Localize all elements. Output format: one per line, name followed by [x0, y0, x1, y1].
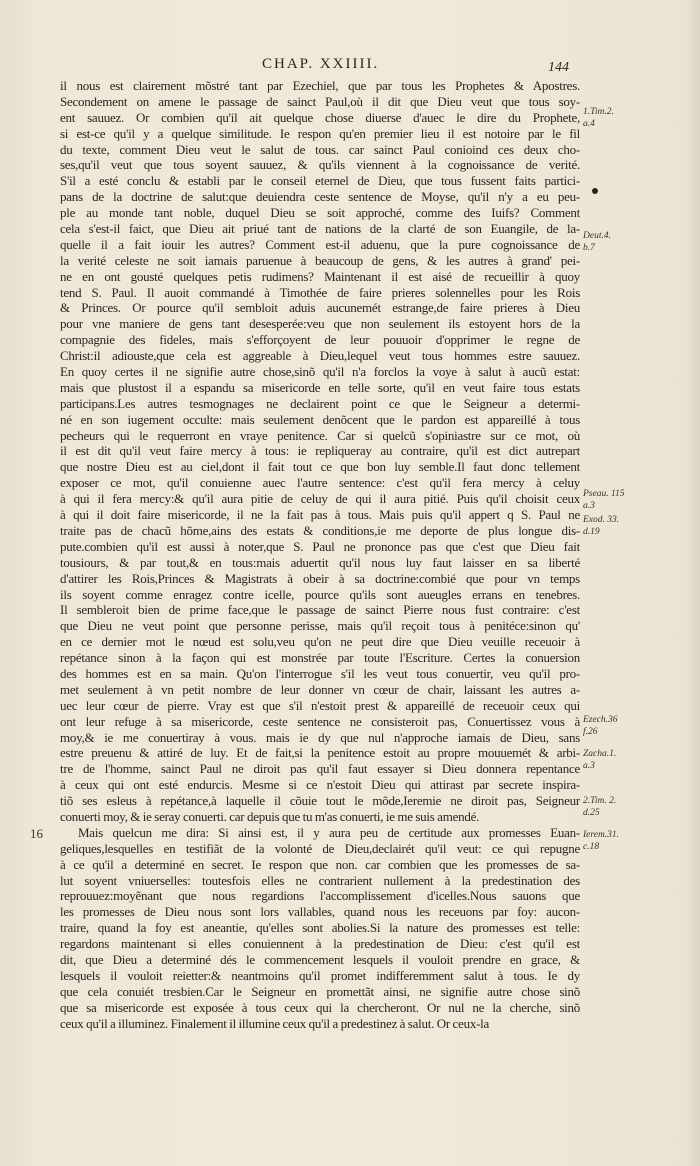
text-line: tend S. Paul. Il auoit commandé à Timothée de faire prieres solennelles pour les Rois [60, 284, 580, 300]
text-line: met seulement à vn petit nombre de leur donner vn cœur de chair, laissant les autres a- [60, 681, 580, 697]
text-line: que nostre Dieu est au ciel,dont il fait tout ce que bon luy semble.Il faut donc tellement [60, 459, 580, 475]
text-line: compagnie des fideles, mais s'efforçoyent de leur pouuoir d'opprimer le regne de [60, 332, 580, 348]
text-line: que Dieu ne veut point que personne perisse, mais qu'il reçoit tous à penitéce:sinon qu' [60, 618, 580, 634]
text-line: né en son iugement occulte: mais seulement denõcent que le pardon est appareillé à tous [60, 411, 580, 427]
text-line: pecheurs qui le requerront en vraye penitence. Car si quelcũ s'opiniastre sur ce mot, où [60, 427, 580, 443]
text-line: à qui il fera mercy:& qu'il aura pitie de celuy de qui il aura pitié. Puis qu'il choisit ceux [60, 491, 580, 507]
margin-note: Deut.4. b.7 [583, 231, 611, 253]
text-line: la verité celeste ne soit iamais paruenue à beaucoup de gens, & les autres à grand' pei- [60, 252, 580, 268]
margin-note: Pseau. 115 a.3 [583, 489, 625, 511]
text-line: il nous est clairement mõstré tant par Ezechiel, que par tous les Prophetes & Apostres. [60, 78, 580, 93]
text-line: tousiours, & par tout,& en tous:mais aduertit qu'il nous luy faut laisser en sa liberté [60, 554, 580, 570]
text-line: Il sembleroit bien de prime face,que le passage de sainct Pierre nous fust contraire: c'est [60, 602, 580, 618]
text-line: que cela conuiét tresbien.Car le Seigneur en promettãt ainsi, ne signifie autre chose sinõ [60, 983, 580, 999]
text-line: ple au monde tant noble, duquel Dieu se soit approché, comme des Iuifs? Comment [60, 205, 580, 221]
margin-note: Exod. 33. d.19 [583, 515, 620, 537]
text-line: pute.combien qu'il est aussi à noter,que S. Paul ne prononce pas que c'est que Dieu fait [60, 538, 580, 554]
text-line: à ce qu'il a determiné en secret. Ie respon que non. car combien que les promesses de sa- [60, 856, 580, 872]
text-line: pour vne maniere de gens tant desesperée:veu que non seulement ils estoyent hors de la [60, 316, 580, 332]
text-line: cela s'est-il faict, que Dieu ait priué tant de nations de la clarté de son Euangile, de la- [60, 221, 580, 237]
body-text [60, 78, 580, 1031]
text-line: il est dit qu'il veut faire mercy à tous: ie repliqueray au contraire, qu'il est dict autrepart [60, 443, 580, 459]
text-line: estre preuenu & attiré de luy. Et de fait,si la penitence estoit au propre mouuemét & arbi- [60, 745, 580, 761]
text-line: les promesses de Dieu nous sont lors vallables, quand nous les receuons par foy: aucon- [60, 904, 580, 920]
text-line: mais que plustost il a espandu sa misericorde en telle sorte, qu'il en veut faire tous estats [60, 379, 580, 395]
text-line: uec leur cœur de pierre. Vray est que s'il n'estoit prest & appareillé de receuoir ceux qui [60, 697, 580, 713]
text-line: dit, que Dieu a determiné dés le commencement lesquels il vouloit prendre en grace, & [60, 951, 580, 967]
running-head: CHAP. XXIIII. [262, 56, 380, 72]
text-line: traite pas de chacũ hõme,ains des estats & conditions,ie me deporte de plus longue dis- [60, 522, 580, 538]
text-line: geliques,lesquelles en testifiãt de la volonté de Dieu,declairét qu'il veut: ce qui repugne [60, 840, 580, 856]
text-line: ent sauuez. Or combien qu'il ait quelque chose diuerse d'auec le dire du Prophete, [60, 109, 580, 125]
text-line: reprouuez:moyẽnant que nous regardions l'accomplissement d'icelles.Nous sauons que [60, 888, 580, 904]
margin-note: Ezech.36 f.26 [583, 715, 618, 737]
text-line: repétance sinon à la façon qui est monstrée par toute l'Escriture. Certes la conuersion [60, 650, 580, 666]
text-line: ils soyent comme enragez contre icelle, pource qu'ils sont aueugles errans en tenebres. [60, 586, 580, 602]
text-line: participans.Les autres tesmognages ne declairent point ce que le Seigneur a determi- [60, 395, 580, 411]
text-line: si est-ce qu'il y a quelque similitude. Ie respon qu'en premier lieu il est notoire par le fil [60, 125, 580, 141]
text-line: ceux qu'il a illuminez. Finalement il illumine ceux qu'il a predestinez à salut. Or ceux-la [60, 1015, 490, 1031]
text-line: du texte, comment Dieu veut le salut de tous. car sainct Paul conioind ces deux cho- [60, 141, 580, 157]
text-line: ont leur refuge à sa misericorde, ceste sentence ne consisteroit pas, Conuertissez vous à [60, 713, 580, 729]
text-line: tiõ ses esleus à repétance,à laquelle il cõuie tout le mõde,Ieremie ne diroit pas, Seigneur [60, 793, 580, 809]
text-line: moy,& ie me conuertiray à vous. mais ie dy que nul n'approche iamais de Dieu, sans [60, 729, 580, 745]
text-line: ses,qu'il veut que tous soyent sauuez, & qu'ils viennent à la cognoissance de verité. [60, 157, 580, 173]
text-line: ne en ont gousté quelques petis rudimens? Maintenant il est aisé de recueillir à quoy [60, 268, 580, 284]
text-line: Secondement on amene le passage de sainct Paul,où il dit que Dieu veut que tous soy- [60, 93, 580, 109]
margin-note: 1.Tim.2. a.4 [583, 107, 614, 129]
text-line: exposer ce mot, qu'il conuienne auec l'autre sentence: c'est qu'il fera mercy à celuy [60, 475, 580, 491]
text-line: d'attirer les Rois,Princes & Magistrats à obeir à sa doctrine:combié que pour vn temps [60, 570, 580, 586]
text-line: regardons maintenant si elles conuiennent à la predestination de Dieu: c'est qu'il est [60, 936, 580, 952]
text-line: des hommes est en sa main. Qu'on l'interrogue s'il les veut tous conuertir, veu qu'il pro- [60, 665, 580, 681]
page-gutter-shadow [686, 0, 700, 1166]
text-line: & Princes. Or pource qu'il sembloit aduis aucunemét estrange,de faire prieres à Dieu [60, 300, 580, 316]
text-line: lesquels il vouloit reietter:& neantmoins qu'il promet indifferemment salut à tous. Ie dy [60, 967, 580, 983]
text-line: En quoy certes il ne signifie autre chose,sinõ qu'il n'a forclos la voye à salut à aucũ estat: [60, 364, 580, 380]
text-line: quelle il a fait iouir les autres? Comment est-il aduenu, que la pure cognoissance de [60, 236, 580, 252]
text-line: traire, quand la foy est aneantie, qu'elles sont abolies.Si la nature des promesses est telle: [60, 920, 580, 936]
text-line: conuerti moy, & ie seray conuerti. car depuis que tu m'as conuerti, ie me suis amendé. [60, 808, 480, 824]
text-line: lut soyent vniuerselles: toutesfois elles ne contrarient nullement à la predestination des [60, 872, 580, 888]
margin-note: Zacha.1. a.3 [583, 749, 617, 771]
page-number: 144 [548, 60, 569, 75]
text-line: en ce dernier mot le nœud est solu,veu qu'on ne peut dire que Dieu veuille receuoir à [60, 634, 580, 650]
text-line: pans de la doctrine de salut:que deuiendra ceste sentence de Moyse, qu'il n'y a eu peu- [60, 189, 580, 205]
margin-note: Ierem.31. c.18 [583, 830, 620, 852]
paragraph-number: 16 [30, 826, 43, 841]
margin-dot-mark [592, 188, 598, 194]
page-header [0, 56, 700, 78]
text-line: à qui il doit faire misericorde, il ne la fait pas à tous. Mais puis qu'il appert q S. Paul ne [60, 507, 580, 523]
text-line: que sa misericorde est exposée à tous ceux qui la chercheront. Or nul ne la cherche, sinõ [60, 999, 580, 1015]
text-line: Christ:il adiouste,que cela est aggreable à Dieu,lequel veut tous hommes estre sauuez. [60, 348, 580, 364]
text-line: S'il a esté conclu & establi par le conseil eternel de Dieu, que tous fussent faits partici- [60, 173, 580, 189]
text-line: Mais quelcun me dira: Si ainsi est, il y aura peu de certitude aux promesses Euan- [78, 824, 580, 840]
text-line: tre de l'homme, sainct Paul ne diroit pas qu'il faut essayer si Dieu donnera repentance [60, 761, 580, 777]
margin-note: 2.Tim. 2. d.25 [583, 796, 617, 818]
text-line: à ceux qui ont esté endurcis. Mesme si ce n'estoit Dieu qui attirast par secrete inspira- [60, 777, 580, 793]
